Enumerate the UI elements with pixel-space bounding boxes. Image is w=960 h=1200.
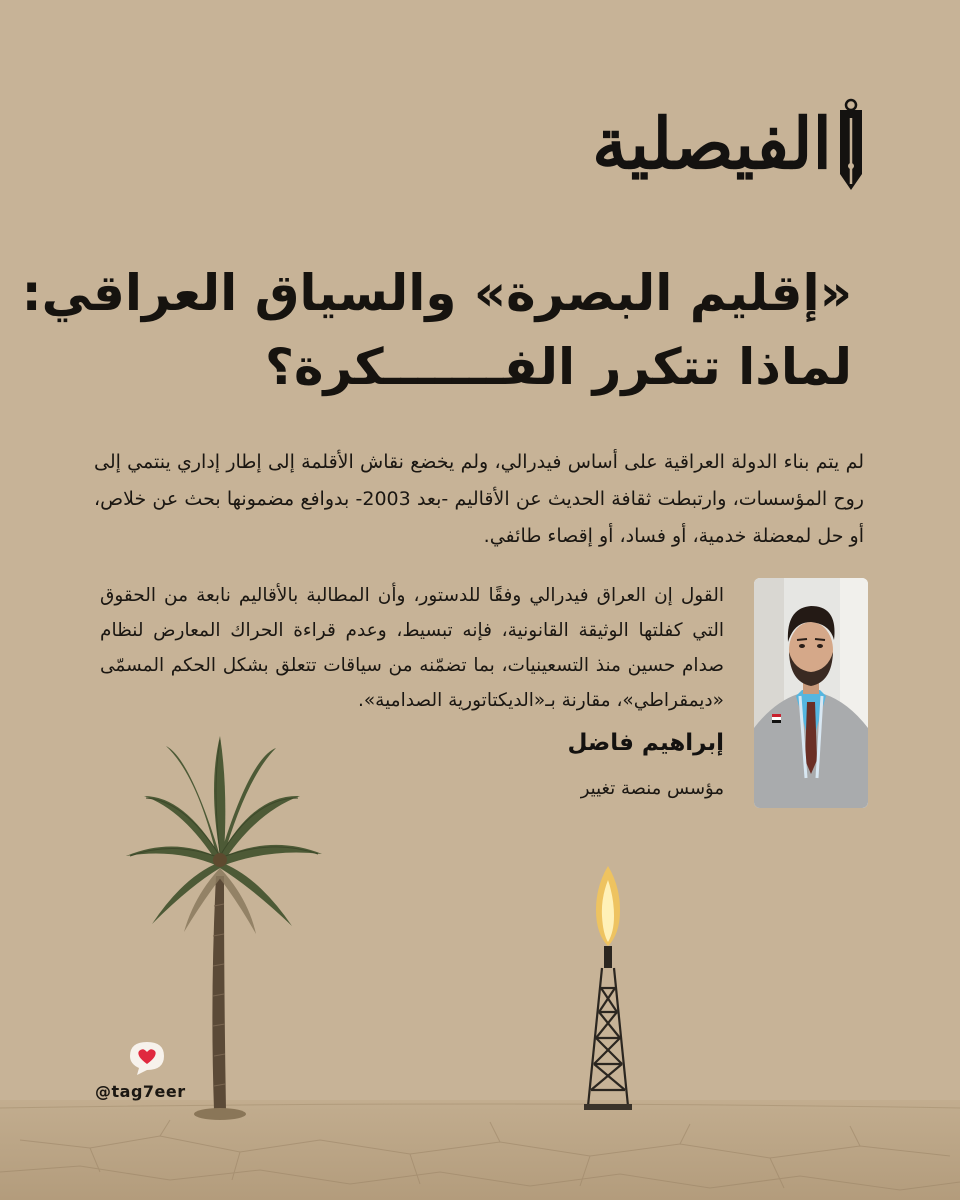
brand-name: الفيصلية (592, 102, 832, 185)
oil-derrick (582, 862, 634, 1114)
author-name: إبراهيم فاضل (567, 730, 724, 756)
intro-paragraph: لم يتم بناء الدولة العراقية على أساس فيدرالي، ولم يخضع نقاش الأقلمة إلى إطار إداري ينتمي إلى روح المؤسسات، وارتبطت ثقافة الحديث عن الأقاليم -بعد 2003- بدوافع مضمونها بحث عن خلاص، أو حل لمعضلة خدمية، أو فساد، أو إقصاء طائفي. (94, 451, 864, 547)
headline-line-2: لماذا تتكرر الفـــــــكرة؟ (264, 338, 852, 396)
quote-paragraph: القول إن العراق فيدرالي وفقًا للدستور، وأن المطالبة بالأقاليم نابعة من الحقوق التي كفلتها الوثيقة القانونية، فإنه تبسيط، وعدم قراءة الحراك المعارض لنظام صدام حسين منذ التسعينيات، بما تضمّنه من سياقات تتعلق بشكل الحكم المسمّى «ديمقراطي»، مقارنة بـ«الديكتاتورية الصدامية». (100, 585, 724, 711)
author-title: مؤسس منصة تغيير (580, 778, 724, 799)
headline-line-1: «إقليم البصرة» والسياق العراقي: (21, 264, 852, 322)
brand-logo (444, 96, 864, 192)
social-handle[interactable]: @tag7eer (95, 1082, 186, 1101)
headline (21, 256, 852, 404)
pen-nib-icon (838, 96, 864, 192)
author-photo (754, 578, 868, 808)
heart-chat-icon (128, 1040, 166, 1076)
